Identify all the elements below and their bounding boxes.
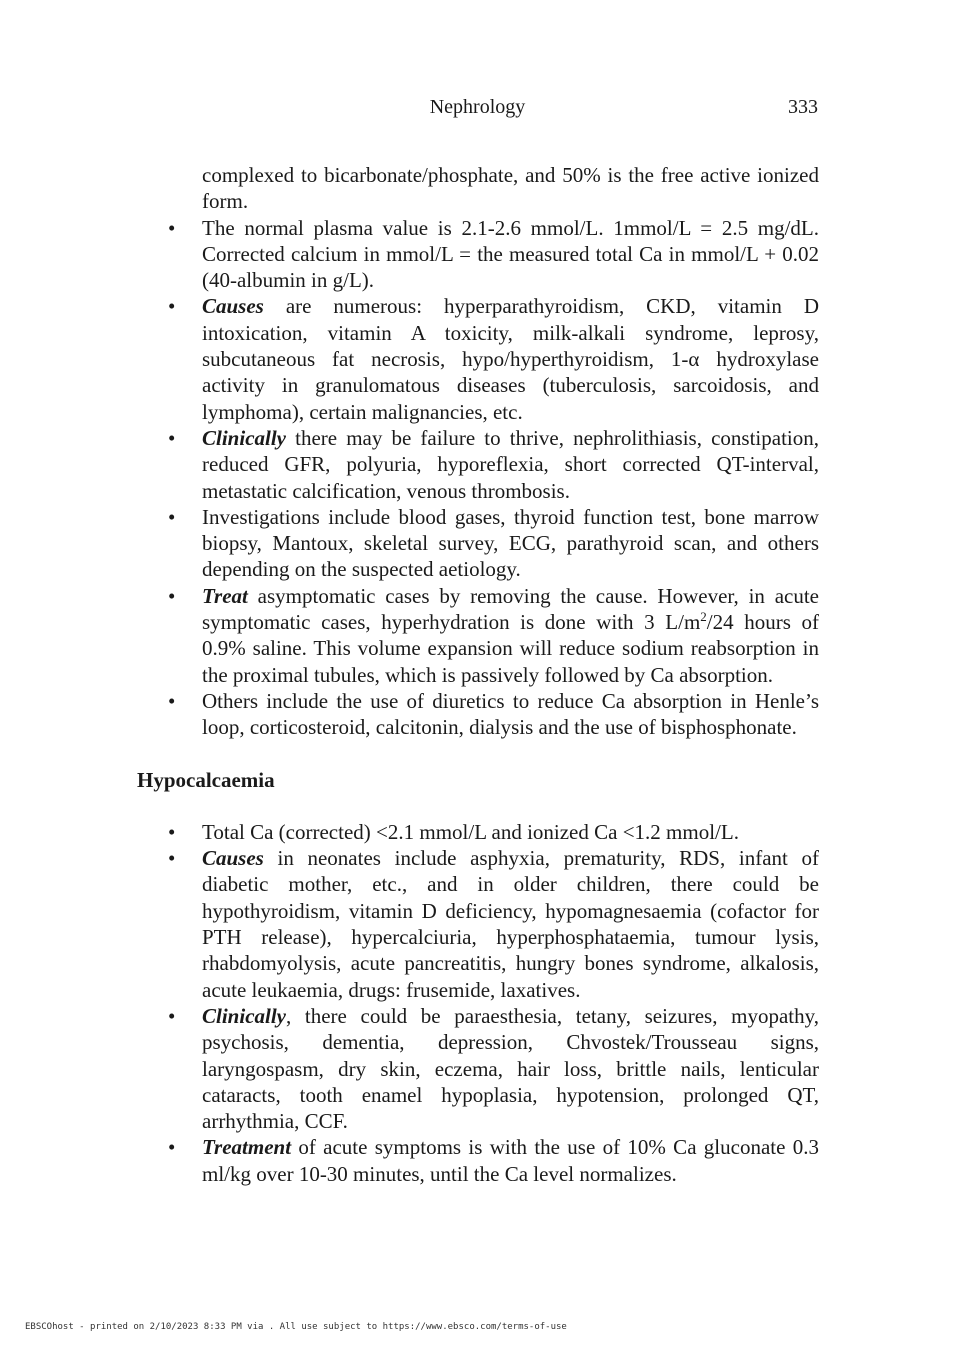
list-item xyxy=(137,215,819,294)
list-item xyxy=(137,1134,819,1187)
list-item xyxy=(137,293,819,424)
clinically-lead: Clinically xyxy=(202,425,286,450)
running-header xyxy=(0,96,955,122)
causes-lead: Causes xyxy=(202,294,264,319)
page-number: 333 xyxy=(788,96,818,118)
clinically-lead: Clinically xyxy=(202,1003,286,1028)
list-item xyxy=(137,583,819,688)
list-item xyxy=(137,1003,819,1134)
hypercalcaemia-list xyxy=(137,215,819,741)
causes-lead: Causes xyxy=(202,846,264,871)
treatment-lead: Treatment xyxy=(202,1135,292,1160)
normal-value-text: The normal plasma value is 2.1-2.6 mmol/L. 1mmol/L = 2.5 mg/dL. Corrected calcium in mmol/L = the measured total Ca in mmol/L + 0.02 (40-albumin in g/L). xyxy=(202,215,819,293)
definition-text: Total Ca (corrected) <2.1 mmol/L and ionized Ca <1.2 mmol/L. xyxy=(202,819,739,844)
treat-text-b: /24 hours of 0.9% saline. This volume expansion will reduce sodium reabsorption in the proximal tubules, which is passively followed by Ca absorption. xyxy=(202,610,819,687)
treat-text-a: asymptomatic cases by removing the cause. However, in acute symptomatic cases, hyperhydration is done with 3 L/m xyxy=(202,583,819,635)
others-text: Others include the use of diuretics to reduce Ca absorption in Henle’s loop, corticosteroid, calcitonin, dialysis and the use of bisphosphonate. xyxy=(202,688,819,740)
list-item xyxy=(137,688,819,741)
running-title: Nephrology xyxy=(429,96,526,118)
list-item xyxy=(137,845,819,1003)
causes-text: are numerous: hyperparathyroidism, CKD, vitamin D intoxication, vitamin A toxicity, milk-alkali syndrome, leprosy, subcutaneous fat necrosis, hypo/hyperthyroidism, 1-α hydroxylase activity in granulomatous diseases (tuberculosis, sarcoidosis, and lymphoma), certain malignancies, etc. xyxy=(202,294,819,424)
list-item xyxy=(137,425,819,504)
clinical-text: , there could be paraesthesia, tetany, seizures, myopathy, psychosis, dementia, depression, Chvostek/Trousseau signs, laryngospasm, dry skin, eczema, hair loss, brittle nails, lenticular cataracts, tooth enamel hypoplasia, hypotension, prolonged QT, arrhythmia, CCF. xyxy=(202,1003,819,1134)
footer-notice: EBSCOhost - printed on 2/10/2023 8:33 PM via . All use subject to https://www.ebsco.com/terms-of-use xyxy=(25,1322,567,1332)
list-item xyxy=(137,504,819,583)
treat-lead: Treat xyxy=(202,583,248,608)
treatment-text: of acute symptoms is with the use of 10% Ca gluconate 0.3 ml/kg over 10-30 minutes, until the Ca level normalizes. xyxy=(202,1135,819,1186)
investigations-text: Investigations include blood gases, thyroid function test, bone marrow biopsy, Mantoux, skeletal survey, ECG, parathyroid scan, and others depending on the suspected aetiology. xyxy=(202,504,819,582)
list-item xyxy=(137,819,819,845)
page-body xyxy=(137,162,819,1187)
hypocalcaemia-list xyxy=(137,819,819,1187)
superscript: 2 xyxy=(700,609,707,625)
causes-text: in neonates include asphyxia, prematurity, RDS, infant of diabetic mother, etc., and in older children, there could be hypothyroidism, vitamin D deficiency, hypomagnesaemia (cofactor for PTH release), hypercalciuria, hyperphosphataemia, tumour lysis, rhabdomyolysis, acute pancreatitis, hungry bones syndrome, alkalosis, acute leukaemia, drugs: frusemide, laxatives. xyxy=(202,846,819,1002)
clinical-text: there may be failure to thrive, nephrolithiasis, constipation, reduced GFR, polyuria, hyporeflexia, short corrected QT-interval, metastatic calcification, venous thrombosis. xyxy=(202,425,819,503)
section-heading: Hypocalcaemia xyxy=(137,767,275,792)
continuation-paragraph: complexed to bicarbonate/phosphate, and 50% is the free active ionized form. xyxy=(202,163,819,214)
